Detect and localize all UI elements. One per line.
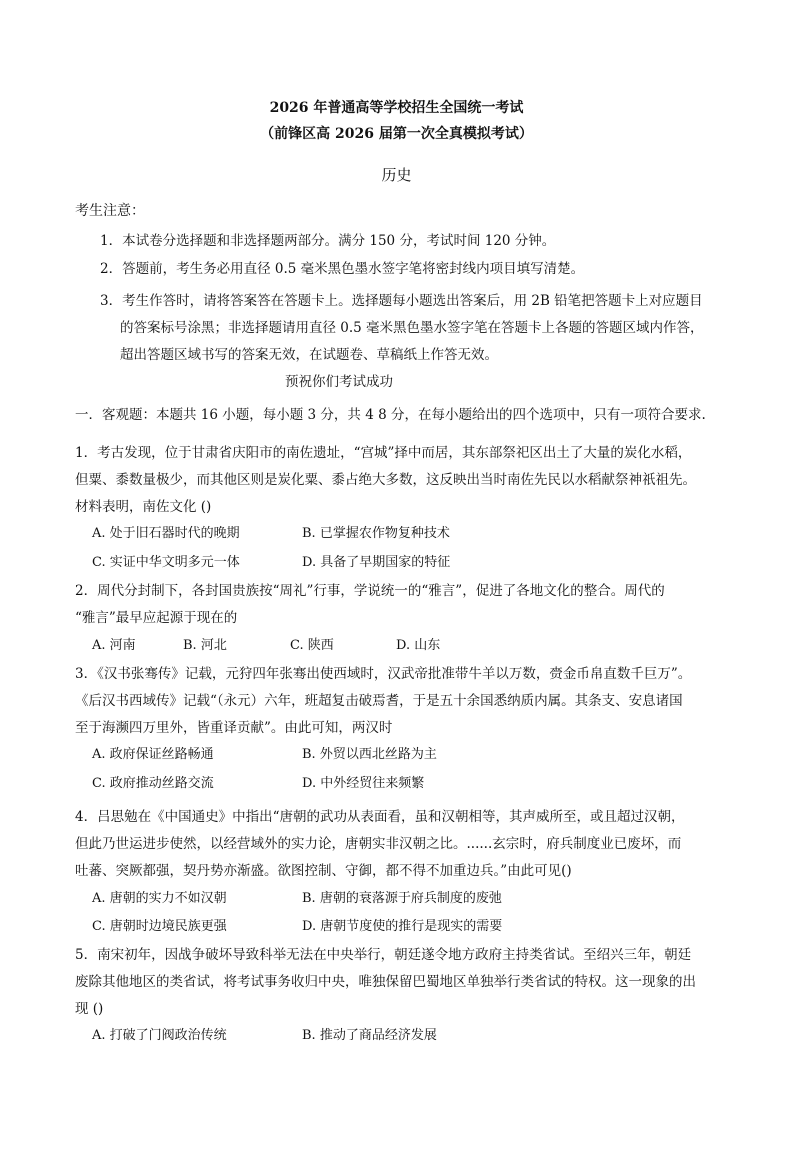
question-2-line-1: 2．周代分封制下，各封国贵族按“周礼”行事，学说统一的“雅言”，促进了各地文化的整合。周代的 <box>75 583 665 599</box>
question-5-option-a: A. 打破了门阀政治传统 <box>92 1028 227 1043</box>
question-5-line-2: 废除其他地区的类省试，将考试事务收归中央，唯独保留巴蜀地区单独举行类省试的特权。这一现象的出 <box>75 974 696 990</box>
notice-item-2: 2．答题前，考生务必用直径 0.5 毫米黑色墨水签字笔将密封线内项目填写清楚。 <box>100 261 585 277</box>
question-3-line-2: 《后汉书西域传》记载“（永元）六年，班超复击破焉耆，于是五十余国悉纳质内属。其条支、安息诸国 <box>75 693 683 709</box>
question-4-option-d: D. 唐朝节度使的推行是现实的需要 <box>302 919 503 934</box>
exam-title: 2026 年普通高等学校招生全国统一考试 <box>269 100 524 116</box>
question-5-line-3: 现 () <box>75 1001 104 1017</box>
question-3-option-d: D. 中外经贸往来频繁 <box>302 776 425 791</box>
question-3-option-c: C. 政府推动丝路交流 <box>92 776 214 791</box>
question-5-option-b: B. 推动了商品经济发展 <box>302 1028 437 1043</box>
question-4-option-a: A. 唐朝的实力不如汉朝 <box>92 891 227 906</box>
question-1-option-d: D. 具备了早期国家的特征 <box>302 555 451 570</box>
subject-title: 历史 <box>381 166 412 184</box>
question-2-option-d: D. 山东 <box>396 638 441 653</box>
question-1-option-a: A. 处于旧石器时代的晚期 <box>92 526 240 541</box>
question-3-option-a: A. 政府保证丝路畅通 <box>92 747 214 762</box>
question-2-line-2: “雅言”最早应起源于现在的 <box>75 610 238 626</box>
question-4-option-b: B. 唐朝的衰落源于府兵制度的废弛 <box>302 891 502 906</box>
question-5-line-1: 5．南宋初年，因战争破坏导致科举无法在中央举行，朝廷遂令地方政府主持类省试。至绍兴三年，朝廷 <box>75 947 692 963</box>
question-2-option-b: B. 河北 <box>183 638 227 653</box>
question-2-option-a: A. 河南 <box>92 638 136 653</box>
question-3-line-1: 3．《汉书张骞传》记载，元狩四年张骞出使西域时，汉武帝批准带牛羊以万数，赍金币帛直数千巨万”。 <box>75 666 692 682</box>
question-4-line-3: 吐蕃、突厥都强，契丹势亦渐盛。欲图控制、守御，都不得不加重边兵。”由此可见() <box>75 863 572 879</box>
question-3-option-b: B. 外贸以西北丝路为主 <box>302 747 437 762</box>
notice-heading: 考生注意： <box>75 203 145 219</box>
question-2-option-c: C. 陕西 <box>290 638 334 653</box>
section-title: 一．客观题：本题共 16 小题，每小题 3 分，共 4 8 分，在每小题给出的四个选项中，只有一项符合要求. <box>75 407 706 423</box>
question-4-option-c: C. 唐朝时边境民族更强 <box>92 919 227 934</box>
notice-item-3-line-2: 的答案标号涂黑；非选择题请用直径 0.5 毫米黑色墨水签字笔在答题卡上各题的答题区域内作答， <box>120 320 704 336</box>
question-1-line-3: 材料表明，南佐文化 () <box>75 499 212 515</box>
question-1-line-1: 1．考古发现，位于甘肃省庆阳市的南佐遗址，“宫城”择中而居，其东部祭祀区出土了大量的炭化水稻， <box>75 445 692 461</box>
question-1-option-b: B. 已掌握农作物复种技术 <box>302 526 450 541</box>
question-1-line-2: 但粟、黍数量极少，而其他区则是炭化粟、黍占绝大多数，这反映出当时南佐先民以水稻献祭神祇祖先。 <box>75 472 696 488</box>
exam-subtitle: （前锋区高 2026 届第一次全真模拟考试） <box>260 126 533 142</box>
question-4-line-2: 但此乃世运进步使然，以经营域外的实力论，唐朝实非汉朝之比。......玄宗时，府兵制度业已废坏，而 <box>75 836 682 852</box>
question-3-line-3: 至于海濒四万里外，皆重译贡献”。由此可知，两汉时 <box>75 720 393 736</box>
notice-item-3-line-1: 3．考生作答时，请将答案答在答题卡上。选择题每小题选出答案后，用 2B 铅笔把答题卡上对应题目 <box>100 293 703 309</box>
question-4-line-1: 4．吕思勉在《中国通史》中指出“唐朝的武功从表面看，虽和汉朝相等，其声威所至，或且超过汉朝， <box>75 809 685 825</box>
good-luck-text: 预祝你们考试成功 <box>285 374 393 390</box>
notice-item-3-line-3: 超出答题区域书写的答案无效，在试题卷、草稿纸上作答无效。 <box>120 347 498 363</box>
notice-item-1: 1．本试卷分选择题和非选择题两部分。满分 150 分，考试时间 120 分钟。 <box>100 233 556 249</box>
question-1-option-c: C. 实证中华文明多元一体 <box>92 555 240 570</box>
